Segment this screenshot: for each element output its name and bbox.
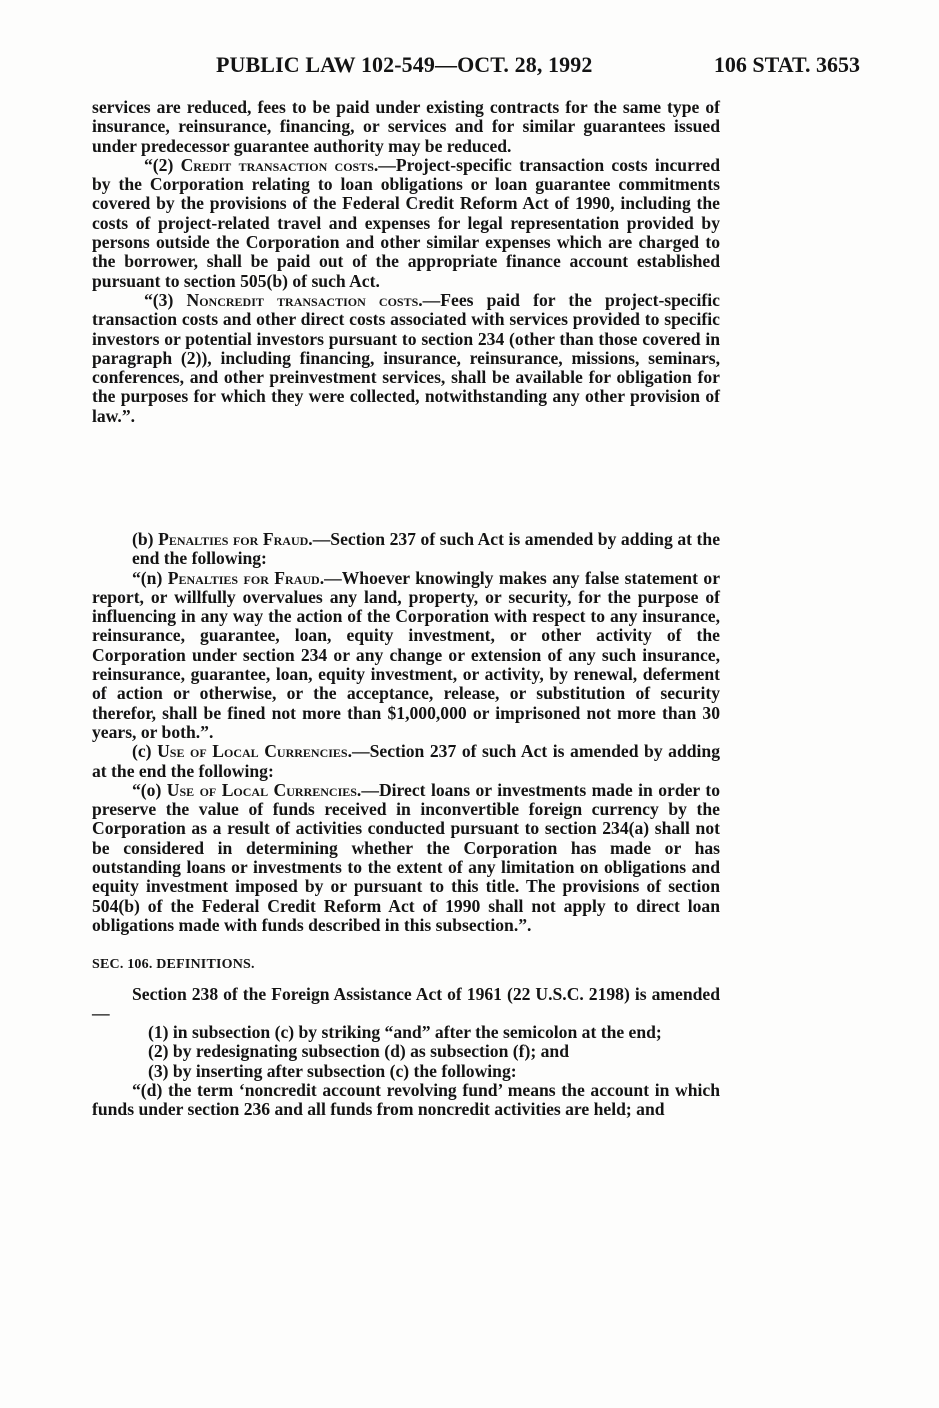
paragraph-text: —Whoever knowingly makes any false statement or report, or willfully overvalues any land, property, or security, for the purpose of influencing in any way the action of the Corporation with respect to any insurance, reinsurance, guarantee, loan, equity investment, or other activity of the Corporation under section 234 or any change or extension of any such insurance, reinsurance, guarantee, loan, equity investment, or activity, by renewal, deferment of action or otherwise, or the acceptance, release, or substitution of security therefor, shall be fined not more than $1,000,000 or imprisoned not more than 30 years, or both.”. xyxy=(92,567,720,742)
paragraph-heading: Use of Local Currencies. xyxy=(157,741,352,762)
body-text-lower xyxy=(92,530,720,1120)
paragraph-text: —Direct loans or investments made in order to preserve the value of funds received in inconvertible foreign currency by the Corporation as a result of activities conducted pursuant to section 234(a) shall not be considered in determining whether the Corporation has made or has outstanding loans or investments to the extent of any limitation on obligations and equity investment imposed by or pursuant to this title. The provisions of section 504(b) of the Federal Credit Reform Act of 1990 shall not apply to direct loan obligations made with funds described in this subsection.”. xyxy=(92,779,721,935)
paragraph-local-currencies-intro xyxy=(92,742,720,781)
list-item: (3) by inserting after subsection (c) the following: xyxy=(148,1060,517,1081)
list-item: (2) by redesignating subsection (d) as subsection (f); and xyxy=(148,1041,569,1062)
paragraph-number: (c) xyxy=(132,741,158,762)
paragraph-heading: Penalties for Fraud. xyxy=(158,529,313,549)
section-intro: Section 238 of the Foreign Assistance Act of 1961 (22 U.S.C. 2198) is amended— xyxy=(92,983,720,1023)
page-number: 106 STAT. 3653 xyxy=(713,52,860,77)
paragraph-text: services are reduced, fees to be paid under existing contracts for the same type of insurance, reinsurance, financing, or services and for similar guarantees issued under predecessor guarantee authority may be reduced. xyxy=(92,97,720,156)
paragraph-number: “(o) xyxy=(132,779,167,800)
page-header xyxy=(216,52,864,84)
running-title: PUBLIC LAW 102-549—OCT. 28, 1992 xyxy=(216,52,593,77)
paragraph-credit-transaction-costs xyxy=(92,156,720,291)
quoted-definition: “(d) the term ‘noncredit account revolving fund’ means the account in which funds under section 236 and all funds from noncredit activities are held; and xyxy=(92,1080,720,1120)
section-heading: SEC. 106. DEFINITIONS. xyxy=(92,957,255,973)
paragraph-use-of-local-currencies xyxy=(92,781,720,935)
paragraph-continuation xyxy=(92,98,720,156)
body-text xyxy=(92,98,720,426)
paragraph-penalties-intro xyxy=(92,530,720,569)
paragraph-number: “(2) xyxy=(144,154,181,175)
paragraph-noncredit-transaction-costs xyxy=(92,291,720,426)
paragraph-text: —Section 237 of such Act is amended by adding at the end the following: xyxy=(92,741,721,781)
paragraph-penalties-for-fraud xyxy=(92,569,720,743)
paragraph-text: —Project-specific transaction costs incurred by the Corporation relating to loan obligations or loan guarantee commitments covered by the provisions of the Federal Credit Reform Act of 1990, including the costs of project-related travel and expenses for legal representation provided by persons outside the Corporation and other similar expenses which are charged to the borrower, shall be paid out of the appropriate finance account established pursuant to section 505(b) of such Act. xyxy=(92,154,720,291)
paragraph-heading: Use of Local Currencies. xyxy=(166,779,362,800)
paragraph-number: “(n) xyxy=(132,567,168,588)
paragraph-number: (b) xyxy=(132,529,159,549)
paragraph-number: “(3) xyxy=(144,289,187,310)
paragraph-heading: Penalties for Fraud. xyxy=(167,567,325,588)
list-item: (1) in subsection (c) by striking “and” after the semicolon at the end; xyxy=(148,1022,662,1043)
paragraph-heading: Noncredit transaction costs. xyxy=(186,289,423,310)
paragraph-text: —Section 237 of such Act is amended by adding at the end the following: xyxy=(132,529,721,569)
paragraph-heading: Credit transaction costs. xyxy=(180,154,379,175)
paragraph-text: —Fees paid for the project-specific transaction costs and other direct costs associated with services provided to specific investors or potential investors pursuant to section 234 (other than those covered in paragraph (2)), including financing, insurance, reinsurance, missions, seminars, conferences, and other preinvestment services, shall be available for obligation for the purposes for which they were collected, notwithstanding any other provision of law.”. xyxy=(92,289,720,426)
